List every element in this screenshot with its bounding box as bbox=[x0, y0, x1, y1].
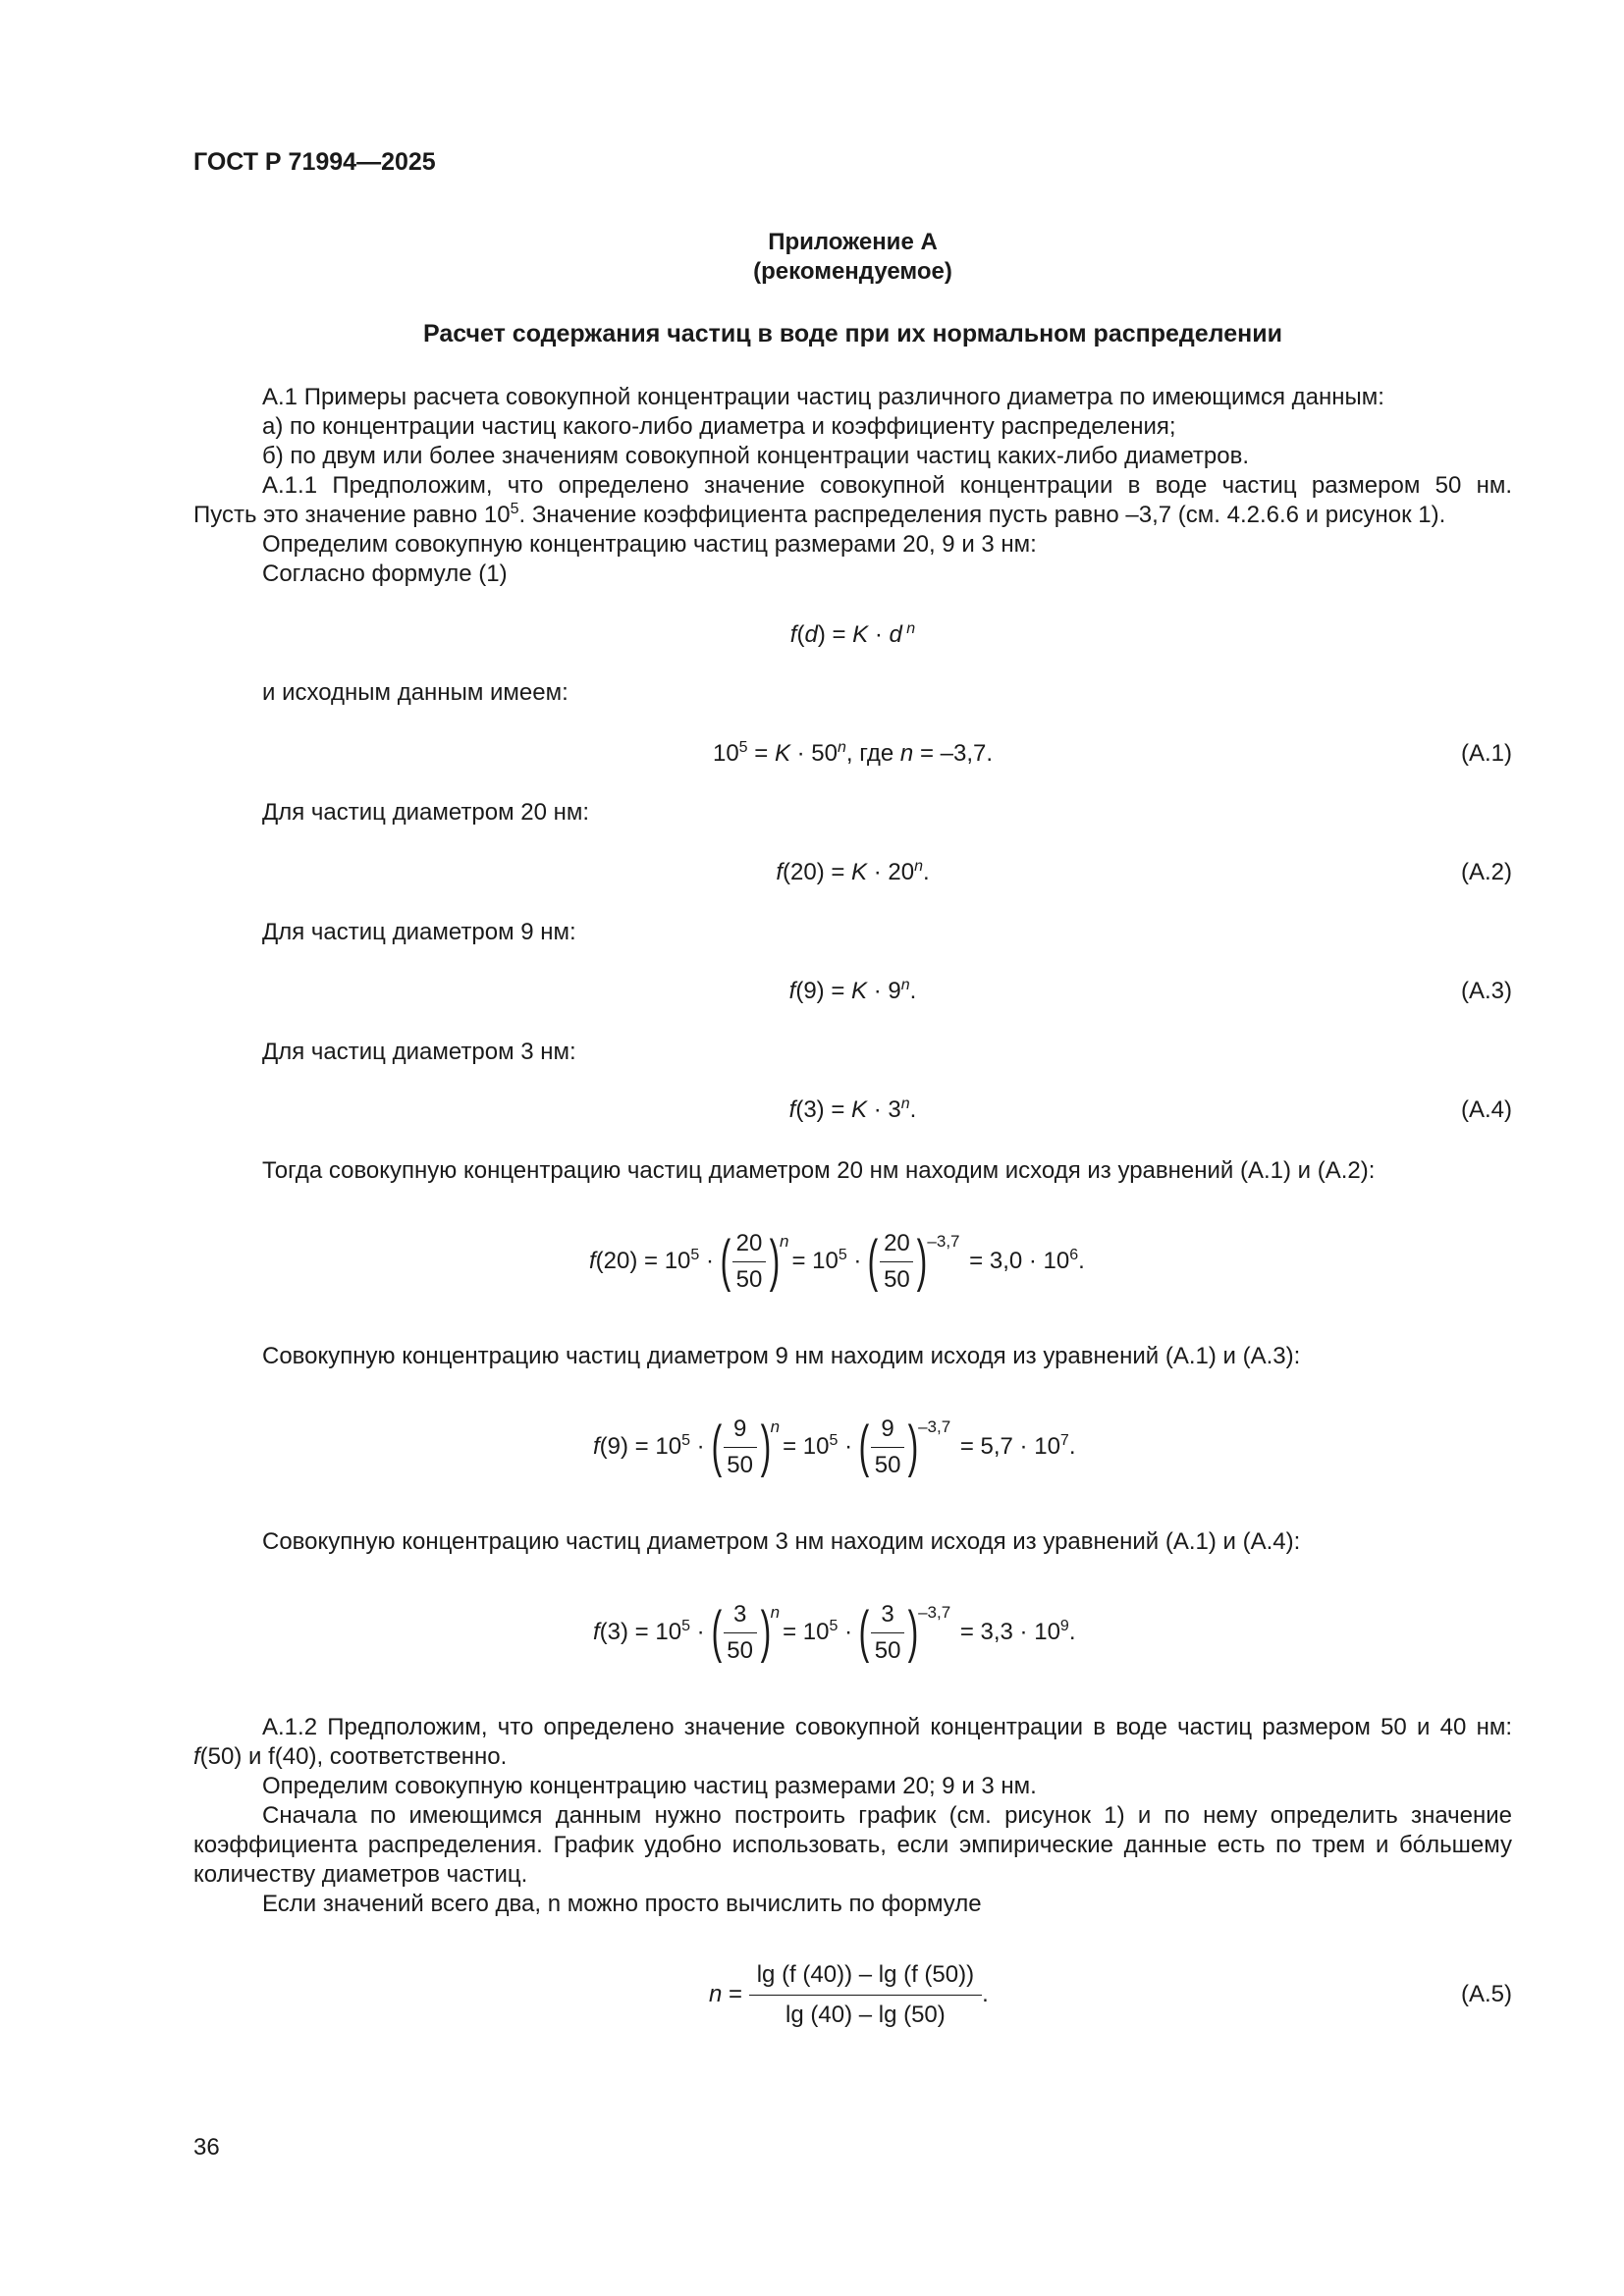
for-20-text: Для частиц диаметром 20 нм: bbox=[262, 799, 590, 826]
a11-paragraph-line2: Пусть это значение равно $10^5$. Значение коэффициента распределения пусть равно –3,7 (см. 4.2.6.6 и рисунок 1). bbox=[193, 501, 1446, 528]
define-sizes2-text: Определим совокупную концентрацию частиц размерами 20; 9 и 3 нм. bbox=[262, 1773, 1037, 1799]
equation-a5-label: (А.5) bbox=[1460, 1981, 1512, 2007]
graph-paragraph-line1: Сначала по имеющимся данным нужно построить график (см. рисунок 1) и по нему определить значение bbox=[262, 1802, 1512, 1829]
graph-paragraph-line2: коэффициента распределения. График удобно использовать, если эмпирические данные есть по трем и бóльшему bbox=[193, 1832, 1512, 1858]
graph-paragraph-line3: количеству диаметров частиц. bbox=[193, 1861, 528, 1888]
per-formula-text: Согласно формуле (1) bbox=[262, 561, 508, 587]
equation-a5-fraction bbox=[749, 1961, 982, 2029]
list-item-b: б) по двум или более значениям совокупной концентрации частиц каких-либо диаметров. bbox=[262, 443, 1249, 469]
for-3-text: Для частиц диаметром 3 нм: bbox=[262, 1039, 576, 1065]
equation-a3: $f(9) = K \cdot 9^n$. bbox=[788, 977, 917, 1004]
conc-9-text: Совокупную концентрацию частиц диаметром 9 нм находим исходя из уравнений (А.1) и (А.3): bbox=[262, 1343, 1301, 1369]
equation-a1: $10^5 = K \cdot 50^n$, где n = –3,7. bbox=[712, 739, 994, 767]
equation-a2: $f(20) = K \cdot 20^n$. bbox=[776, 858, 930, 885]
for-9-text: Для частиц диаметром 9 нм: bbox=[262, 919, 576, 945]
computation-f9: $f(9) = 10^5$ · ( 9 50 ) n = $10^5$ · ( 9 50 ) –3,7 = $5,7 \cdot 10^7$. bbox=[593, 1415, 1076, 1478]
a11-paragraph-line1: А.1.1 Предположим, что определено значение совокупной концентрации в воде частиц размером 50 нм. bbox=[262, 472, 1512, 499]
equation-a2-label: (А.2) bbox=[1460, 859, 1512, 885]
appendix-title: Приложение А bbox=[768, 229, 938, 255]
document-code: ГОСТ Р 71994—2025 bbox=[193, 148, 436, 176]
computation-f20: $f(20) = 10^5$ · ( 20 50 ) n = $10^5$ · ( 20 50 ) –3,7 = $3,0 \cdot 10^6$. bbox=[589, 1229, 1085, 1293]
a1-intro: А.1 Примеры расчета совокупной концентрации частиц различного диаметра по имеющимся данным: bbox=[262, 384, 1384, 410]
equation-a5-denominator: lg (40) – lg (50) bbox=[785, 2001, 946, 2028]
equation-a3-label: (А.3) bbox=[1460, 978, 1512, 1004]
equation-a5: n = $\frac{\lg (f (40)) - \lg (f (50))}{\lg (40) - \lg (50)}$ . bbox=[709, 1960, 989, 2028]
a12-paragraph-line1: А.1.2 Предположим, что определено значение совокупной концентрации в воде частиц размером 50 и 40 нм: bbox=[262, 1714, 1512, 1740]
a12-paragraph-line2: f(50) и f(40), соответственно. bbox=[193, 1743, 508, 1770]
two-values-text: Если значений всего два, n можно просто вычислить по формуле bbox=[262, 1891, 982, 1917]
page-number: 36 bbox=[193, 2134, 220, 2161]
equation-a4-label: (А.4) bbox=[1460, 1096, 1512, 1123]
equation-a4: $f(3) = K \cdot 3^n$. bbox=[788, 1095, 917, 1123]
appendix-status: (рекомендуемое) bbox=[753, 258, 952, 285]
appendix-heading: Расчет содержания частиц в воде при их нормальном распределении bbox=[423, 320, 1282, 347]
source-data-text: и исходным данным имеем: bbox=[262, 679, 568, 706]
list-item-a: а) по концентрации частиц какого-либо диаметра и коэффициенту распределения; bbox=[262, 413, 1176, 440]
define-sizes-text: Определим совокупную концентрацию частиц размерами 20, 9 и 3 нм: bbox=[262, 531, 1037, 558]
computation-f3: $f(3) = 10^5$ · ( 3 50 ) n = $10^5$ · ( 3 50 ) –3,7 = $3,3 \cdot 10^9$. bbox=[593, 1600, 1076, 1664]
then-20-text: Тогда совокупную концентрацию частиц диаметром 20 нм находим исходя из уравнений (А.1) и (А.2): bbox=[262, 1157, 1376, 1184]
formula-1: f(d) = K · d $^n$ bbox=[789, 620, 916, 648]
conc-3-text: Совокупную концентрацию частиц диаметром 3 нм находим исходя из уравнений (А.1) и (А.4): bbox=[262, 1528, 1301, 1555]
equation-a1-label: (А.1) bbox=[1460, 740, 1512, 767]
equation-a5-numerator: lg (f (40)) – lg (f (50)) bbox=[749, 1961, 982, 1996]
